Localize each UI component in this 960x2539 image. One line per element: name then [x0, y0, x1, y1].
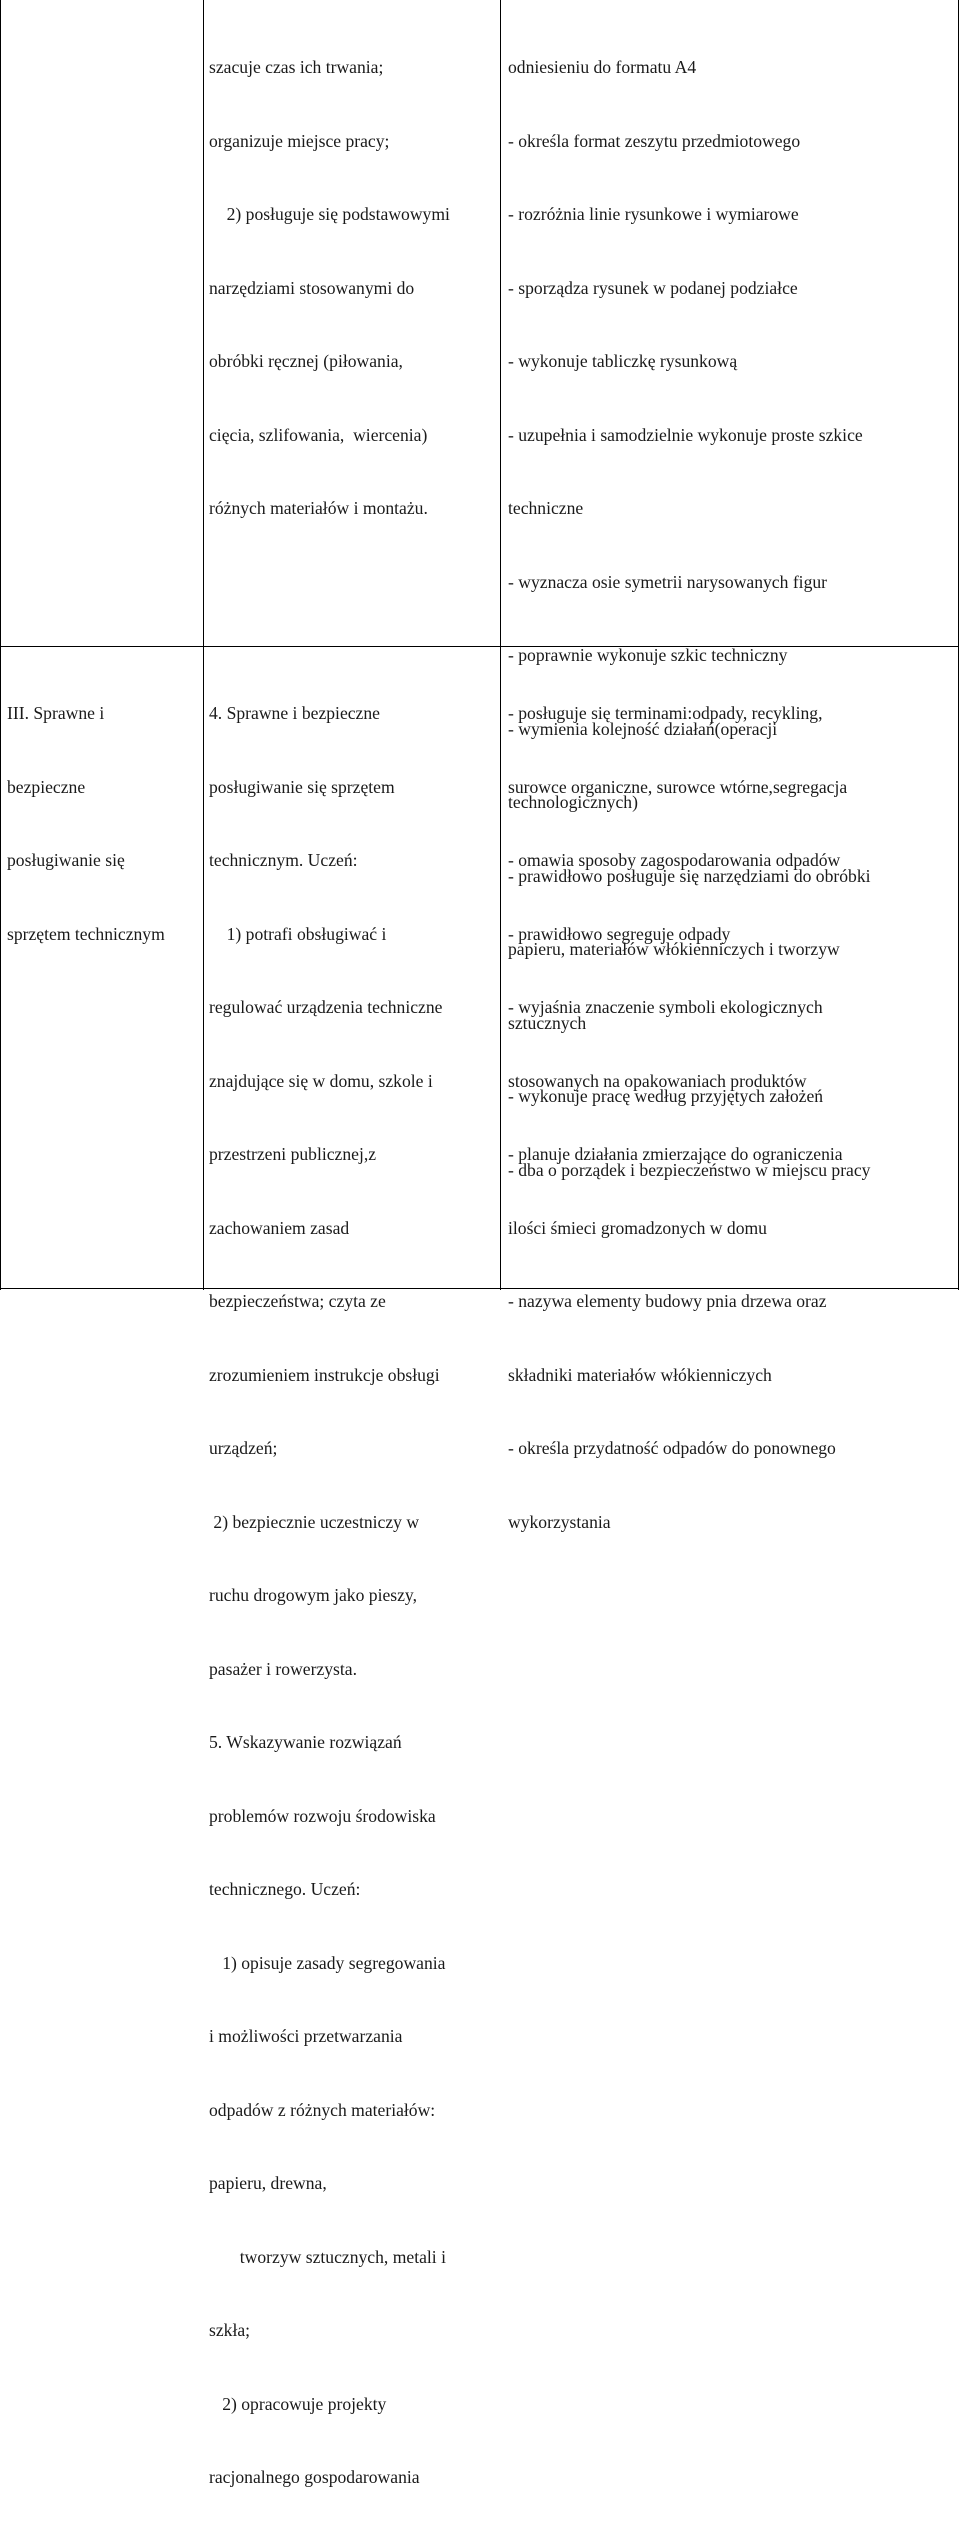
text-line: papieru, materiałów włókienniczych i tworzyw	[508, 939, 840, 959]
text-line: składniki materiałów włókienniczych	[508, 1364, 772, 1385]
text-line: techniczne	[508, 498, 584, 518]
text-line: technologicznych)	[508, 792, 638, 812]
text-line: 1) potrafi obsługiwać i	[209, 923, 387, 944]
text-line: wykorzystania	[508, 1511, 611, 1532]
bottom-row-col3-text	[508, 652, 956, 1583]
bottom-row-col1-cell	[7, 652, 202, 995]
text-line: - planuje działania zmierzające do ograniczenia	[508, 1144, 843, 1164]
text-line: - poprawnie wykonuje szkic techniczny	[508, 645, 788, 665]
text-line: sztucznych	[508, 1012, 587, 1033]
text-line: ruchu drogowym jako pieszy,	[209, 1585, 417, 1605]
text-line: - omawia sposoby zagospodarowania odpadów	[508, 850, 841, 870]
text-line: posługiwanie się sprzętem	[209, 776, 395, 797]
text-line: posługiwanie się	[7, 850, 125, 870]
text-line: - prawidłowo posługuje się narzędziami do obróbki	[508, 865, 871, 886]
table-border-left	[0, 0, 1, 1290]
text-line: sprzętem technicznym	[7, 923, 165, 944]
text-line: różnych materiałów i montażu.	[209, 498, 428, 518]
text-line: technicznego. Uczeń:	[209, 1879, 361, 1899]
top-row-col2-cell	[209, 6, 499, 570]
text-line: - wyznacza osie symetrii narysowanych figur	[508, 571, 828, 592]
text-line: znajdujące się w domu, szkole i	[209, 1070, 433, 1091]
text-line: - sporządza rysunek w podanej podziałce	[508, 277, 798, 298]
text-line: - wymienia kolejność działań(operacji	[508, 718, 778, 739]
text-line: - wykonuje tabliczkę rysunkową	[508, 351, 738, 371]
text-line: zrozumieniem instrukcje obsługi	[209, 1364, 440, 1385]
text-line: tworzyw sztucznych, metali i	[209, 2246, 446, 2267]
bottom-row-col3-cell	[508, 652, 956, 1583]
text-line: odniesieniu do formatu A4	[508, 57, 697, 77]
text-line: papieru, drewna,	[209, 2173, 327, 2193]
text-line: szacuje czas ich trwania;	[209, 57, 384, 77]
bottom-row-col2-cell	[209, 652, 499, 2539]
text-line: 1) opisuje zasady segregowania	[209, 1952, 446, 1973]
text-line: przestrzeni publicznej,z	[209, 1144, 377, 1164]
text-line: pasażer i rowerzysta.	[209, 1658, 358, 1679]
text-line: organizuje miejsce pracy;	[209, 130, 390, 151]
section-heading	[7, 652, 202, 995]
text-line: - określa format zeszytu przedmiotowego	[508, 130, 801, 151]
text-line: technicznym. Uczeń:	[209, 850, 358, 870]
text-line: urządzeń;	[209, 1438, 278, 1458]
text-line: i możliwości przetwarzania	[209, 2026, 403, 2046]
table-divider-col1	[203, 0, 204, 1290]
text-line: - prawidłowo segreguje odpady	[508, 923, 731, 944]
table-border-right	[958, 0, 959, 1290]
table-divider-col2	[500, 0, 501, 1290]
text-line: - wykonuje pracę według przyjętych założeń	[508, 1086, 824, 1106]
text-line: III. Sprawne i	[7, 703, 105, 723]
text-line: szkła;	[209, 2320, 251, 2340]
text-line: - nazywa elementy budowy pnia drzewa oraz	[508, 1291, 827, 1311]
text-line: 2) bezpiecznie uczestniczy w	[209, 1511, 420, 1532]
text-line: bezpieczne	[7, 776, 86, 797]
text-line: odpadów z różnych materiałów:	[209, 2099, 436, 2120]
text-line: bezpieczeństwa; czyta ze	[209, 1291, 386, 1311]
text-line: - rozróżnia linie rysunkowe i wymiarowe	[508, 204, 799, 224]
text-line: surowce organiczne, surowce wtórne,segregacja	[508, 776, 848, 797]
text-line: narzędziami stosowanymi do	[209, 277, 415, 298]
text-line: cięcia, szlifowania, wiercenia)	[209, 424, 428, 445]
text-line: - określa przydatność odpadów do ponownego	[508, 1438, 836, 1458]
text-line: zachowaniem zasad	[209, 1217, 350, 1238]
text-line: ilości śmieci gromadzonych w domu	[508, 1217, 767, 1238]
text-line: regulować urządzenia techniczne	[209, 997, 443, 1017]
text-line: 2) opracowuje projekty	[209, 2393, 387, 2414]
text-line: problemów rozwoju środowiska	[209, 1805, 436, 1826]
text-line: - wyjaśnia znaczenie symboli ekologicznych	[508, 997, 823, 1017]
bottom-row-col2-text	[209, 652, 499, 2539]
text-line: obróbki ręcznej (piłowania,	[209, 351, 403, 371]
text-line: 4. Sprawne i bezpieczne	[209, 703, 380, 723]
text-line: 2) posługuje się podstawowymi	[209, 204, 450, 224]
text-line: - uzupełnia i samodzielnie wykonuje proste szkice	[508, 424, 863, 445]
text-line: - dba o porządek i bezpieczeństwo w miejscu pracy	[508, 1159, 871, 1180]
text-line: stosowanych na opakowaniach produktów	[508, 1070, 807, 1091]
text-line: - posługuje się terminami:odpady, recykling,	[508, 703, 823, 723]
text-line: 5. Wskazywanie rozwiązań	[209, 1732, 402, 1752]
text-line: racjonalnego gospodarowania	[209, 2467, 420, 2487]
top-row-col2-text	[209, 6, 499, 570]
